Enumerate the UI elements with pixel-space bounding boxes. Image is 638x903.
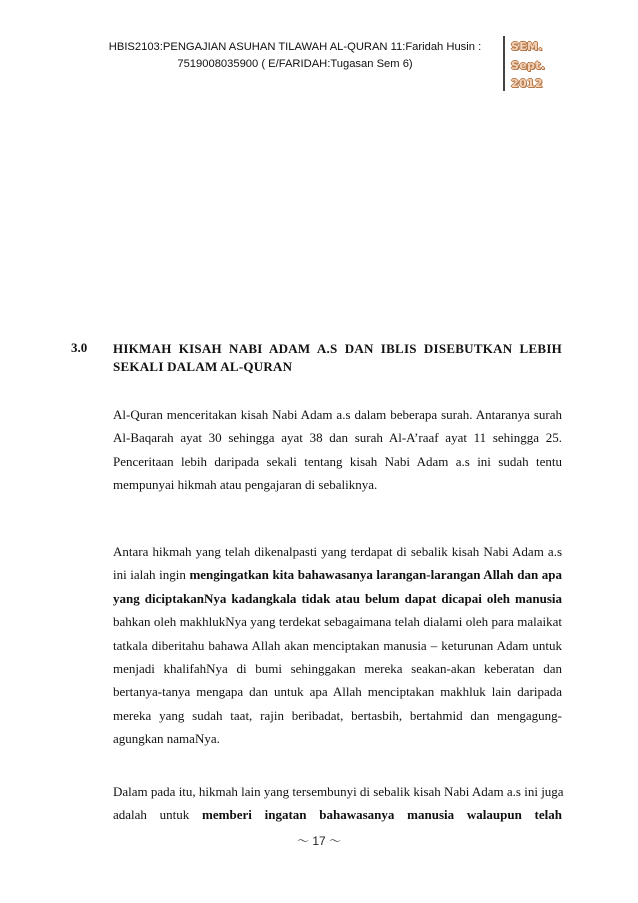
running-header (92, 39, 498, 73)
paragraph-line: Antara hikmah yang telah dikenalpasti yang terdapat di sebalik kisah Nabi Adam a.s (113, 544, 562, 559)
paragraph-line (113, 563, 562, 586)
paragraph-2 (113, 540, 562, 751)
paragraph-line: mempunyai hikmah atau pengajaran di sebaliknya. (113, 477, 378, 493)
paragraph-line: bahkan oleh makhlukNya yang terdekat sebagaimana telah dialami oleh para malaikat (113, 614, 562, 630)
section-heading (113, 340, 562, 376)
badge-year: 2012 (511, 77, 543, 90)
paragraph-1 (113, 403, 562, 497)
paragraph-line (113, 803, 562, 826)
section-number: 3.0 (71, 340, 88, 355)
paragraph-line: Al-Baqarah ayat 30 sehingga ayat 38 dan surah Al-A’raaf ayat 11 sehingga 25. (113, 430, 562, 446)
paragraph-line: Dalam pada itu, hikmah lain yang tersembunyi di sebalik kisah Nabi Adam a.s ini juga (113, 784, 564, 799)
header-course-line: HBIS2103:PENGAJIAN ASUHAN TILAWAH AL-QURAN 11:Faridah Husin : (108, 41, 482, 53)
paragraph-line: Penceritaan lebih daripada sekali tentang kisah Nabi Adam a.s ini sudah tentu (113, 453, 562, 469)
emphasis-text: yang diciptakanNya kadangkala tidak atau belum dapat dicapai oleh manusia (113, 590, 562, 606)
header-id-line: 7519008035900 ( E/FARIDAH:Tugasan Sem 6) (177, 58, 413, 70)
badge-sem: SEM. (511, 40, 543, 53)
paragraph-3 (113, 780, 562, 827)
paragraph-text: adalah untuk (113, 807, 203, 823)
paragraph-line: bertanya-tanya mengapa dan untuk apa Allah menciptakan makhluk lain daripada (113, 684, 562, 700)
paragraph-line (113, 587, 562, 610)
section-heading-line2: SEKALI DALAM AL-QURAN (113, 359, 293, 374)
paragraph-line: tatkala diberitahu bahawa Allah akan menciptakan manusia – keturunan Adam untuk (113, 637, 562, 653)
section-heading-line1: HIKMAH KISAH NABI ADAM A.S DAN IBLIS DISEBUTKAN LEBIH (113, 341, 562, 356)
paragraph-line: menjadi khalifahNya di bumi sehinggakan mereka seakan-akan keberatan dan (113, 661, 562, 677)
page-number: ～ 17 ～ (296, 834, 342, 848)
paragraph-line: Al-Quran menceritakan kisah Nabi Adam a.s dalam beberapa surah. Antaranya surah (113, 407, 562, 422)
emphasis-text: memberi ingatan bahawasanya manusia walaupun telah (202, 807, 562, 823)
badge-month: Sept. (511, 58, 546, 72)
paragraph-line: mereka yang sudah taat, rajin beribadat, bertasbih, bertahmid dan mengagung- (113, 707, 562, 723)
semester-badge (511, 38, 561, 94)
paragraph-line: agungkan namaNya. (113, 731, 220, 747)
emphasis-text: mengingatkan kita bahawasanya larangan-larangan Allah dan apa (189, 567, 562, 583)
header-divider (503, 36, 505, 91)
paragraph-text: ini ialah ingin (113, 567, 190, 583)
